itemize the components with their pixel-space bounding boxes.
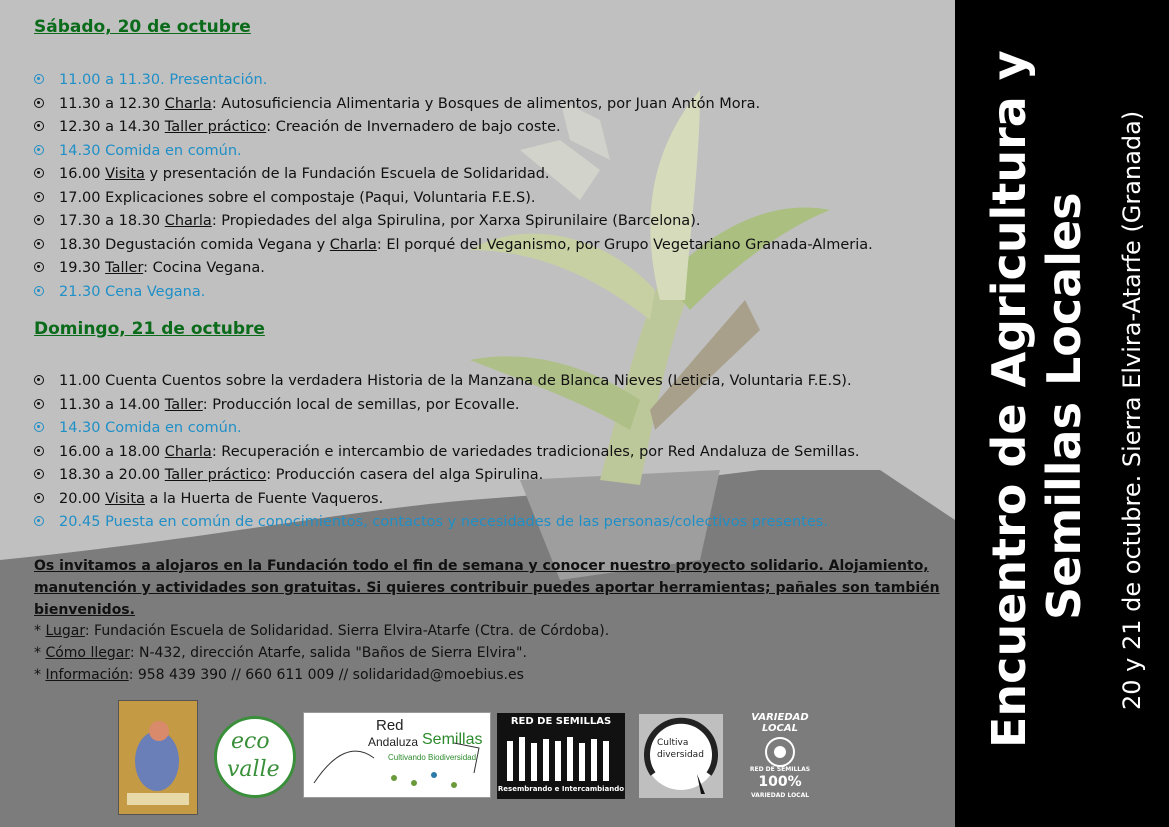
schedule-text: 14.30 Comida en común.	[59, 142, 242, 159]
schedule-text: 21.30 Cena Vegana.	[59, 283, 206, 300]
sunday-schedule	[34, 370, 860, 535]
bullet-icon	[34, 98, 44, 108]
activity-type: Taller	[164, 396, 203, 413]
schedule-text: : Recuperación e intercambio de variedades tradicionales, por Red Andaluza de Semillas.	[211, 443, 860, 460]
variedad-local-logo: VARIEDAD LOCAL RED DE SEMILLAS 100% VARIEDAD LOCAL	[749, 712, 811, 799]
saturday-heading: Sábado, 20 de octubre	[34, 17, 251, 37]
schedule-text: : Producción local de semillas, por Ecovalle.	[202, 396, 520, 413]
fundacion-book-cover-logo	[118, 700, 198, 815]
bullet-icon	[34, 286, 44, 296]
schedule-text: 11.00 a 11.30. Presentación.	[59, 72, 268, 88]
bullet-icon	[34, 446, 44, 456]
saturday-schedule-item	[34, 140, 873, 164]
sunday-schedule-item	[34, 370, 860, 394]
sunday-schedule-item	[34, 511, 860, 535]
sunday-schedule-item	[34, 417, 860, 441]
activity-type: Charla	[329, 236, 377, 253]
event-title-line-1: Encuentro de Agricultura y	[982, 50, 1036, 748]
schedule-text: a la Huerta de Fuente Vaqueros.	[144, 490, 384, 507]
activity-type: Taller práctico	[164, 467, 267, 483]
schedule-text: : Propiedades del alga Spirulina, por Xarxa Spirunilaire (Barcelona).	[211, 213, 701, 229]
sunday-heading: Domingo, 21 de octubre	[34, 319, 265, 339]
activity-type: Charla	[164, 95, 212, 112]
bullet-icon	[34, 145, 44, 155]
saturday-schedule-item	[34, 93, 873, 117]
schedule-text: 11.30 a 12.30	[59, 95, 165, 112]
bullet-icon	[34, 262, 44, 272]
saturday-schedule-item	[34, 69, 873, 93]
sunday-schedule-item	[34, 464, 860, 488]
bullet-icon	[34, 121, 44, 131]
schedule-text: 11.30 a 14.00	[59, 396, 165, 413]
sunday-schedule-item	[34, 441, 860, 465]
saturday-schedule-item	[34, 163, 873, 187]
saturday-schedule	[34, 69, 873, 304]
schedule-text: 18.30 Degustación comida Vegana y	[59, 236, 330, 253]
event-title-line-2: Semillas Locales	[1037, 192, 1091, 620]
schedule-text: 19.30	[59, 260, 106, 276]
saturday-schedule-item	[34, 210, 873, 234]
red-andaluza-semillas-logo: Red Andaluza Semillas Cultivando Biodiversidad	[303, 712, 491, 798]
sunday-schedule-item	[34, 488, 860, 512]
schedule-text: : Cocina Vegana.	[143, 260, 265, 276]
bullet-icon	[34, 422, 44, 432]
sunday-schedule-item	[34, 394, 860, 418]
bullet-icon	[34, 516, 44, 526]
saturday-schedule-item	[34, 187, 873, 211]
activity-type: Visita	[105, 166, 145, 182]
schedule-text: 11.00 Cuenta Cuentos sobre la verdadera Historia de la Manzana de Blanca Nieves (Leticia, Voluntaria F.E.S).	[59, 373, 852, 389]
bullet-icon	[34, 375, 44, 385]
schedule-text: 17.00 Explicaciones sobre el compostaje (Paqui, Voluntaria F.E.S).	[59, 189, 536, 206]
activity-type: Charla	[164, 213, 212, 229]
red-de-semillas-logo: RED DE SEMILLAS Resembrando e Intercambiando	[497, 713, 625, 799]
saturday-schedule-item	[34, 234, 873, 258]
schedule-text: 12.30 a 14.30	[59, 119, 165, 135]
schedule-text: : Creación de Invernadero de bajo coste.	[266, 119, 561, 135]
activity-type: Visita	[105, 490, 145, 507]
schedule-text: 18.30 a 20.00	[59, 467, 165, 483]
schedule-text: 14.30 Comida en común.	[59, 420, 242, 436]
activity-type: Charla	[164, 443, 212, 460]
info-contacto: * Información: 958 439 390 // 660 611 009 // solidaridad@moebius.es	[34, 667, 524, 683]
bullet-icon	[34, 493, 44, 503]
activity-type: Taller práctico	[164, 119, 267, 135]
schedule-text: 20.00	[59, 490, 106, 507]
bullet-icon	[34, 469, 44, 479]
accommodation-notice: Os invitamos a alojaros en la Fundación todo el fin de semana y conocer nuestro proyecto solidario. Alojamiento, manutención y actividades son gratuitas. Si quieres contribuir puedes aportar herramientas; pañales son también bienvenidos.	[34, 558, 940, 618]
saturday-schedule-item	[34, 116, 873, 140]
schedule-text: : Autosuficiencia Alimentaria y Bosques de alimentos, por Juan Antón Mora.	[211, 95, 761, 112]
activity-type: Taller	[105, 260, 144, 276]
bullet-icon	[34, 239, 44, 249]
info-lugar: * Lugar: Fundación Escuela de Solidaridad. Sierra Elvira-Atarfe (Ctra. de Córdoba).	[34, 623, 610, 639]
schedule-text: 16.00 a 18.00	[59, 443, 165, 460]
cultiva-diversidad-logo: Cultiva diversidad	[639, 714, 723, 798]
schedule-text: : El porqué del Veganismo, por Grupo Vegetariano Granada-Almeria.	[376, 236, 873, 253]
info-como-llegar: * Cómo llegar: N-432, dirección Atarfe, salida "Baños de Sierra Elvira".	[34, 645, 527, 661]
ecovalle-logo: eco valle	[214, 716, 296, 798]
bullet-icon	[34, 215, 44, 225]
saturday-schedule-item	[34, 257, 873, 281]
schedule-text: y presentación de la Fundación Escuela de Solidaridad.	[144, 166, 550, 182]
saturday-schedule-item	[34, 281, 873, 305]
event-dates-location: 20 y 21 de octubre. Sierra Elvira-Atarfe (Granada)	[1118, 110, 1146, 710]
schedule-text: 20.45 Puesta en común de conocimientos, contactos y necesidades de las personas/colectivos presentes.	[59, 514, 828, 530]
bullet-icon	[34, 192, 44, 202]
schedule-text: 16.00	[59, 166, 106, 182]
schedule-text: : Producción casera del alga Spirulina.	[266, 467, 544, 483]
bullet-icon	[34, 74, 44, 84]
bullet-icon	[34, 168, 44, 178]
bullet-icon	[34, 399, 44, 409]
schedule-text: 17.30 a 18.30	[59, 213, 165, 229]
